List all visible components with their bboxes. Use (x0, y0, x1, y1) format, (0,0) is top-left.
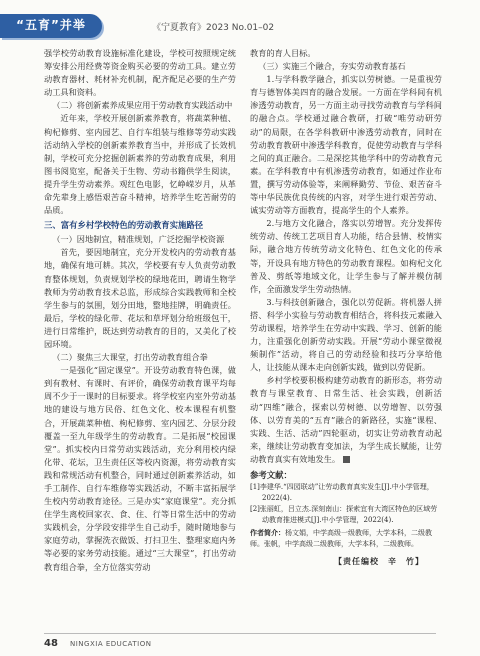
subheading: （二）将创新素养成果应用于劳动教育实践活动中 (52, 100, 233, 111)
subheading: （三）实施三个融合，夯实劳动教育基石 (258, 61, 406, 72)
end-mark-icon (343, 456, 350, 463)
left-column (44, 47, 236, 574)
author-label: 作者简介： (250, 529, 285, 537)
author-text: 杨文娟，中学高级一级教师，大学本科，二级教师。张帆，中学高级二级教师，大学本科，二级教师。 (250, 529, 432, 548)
reference-item: [1]李建华.“四园联动”让劳动教育真实发生[J].中小学管理，2022(4). (250, 483, 434, 502)
paragraph: 首先，要因地制宜，充分开发校内的劳动教育基地，确保有地可耕。其次，学校要有专人负责劳动教育整体规划，负责规划学校的绿地花田，聘请生物学教师为劳动教育技术总监，形成综合实践教师和全校学生参与的氛围，划分田地，整地挂牌，明确责任。最后，学校的绿化带、花坛和草坪划分给班级包干，进行日常维护，既达到劳动教育的目的，又美化了校园环境。 (44, 247, 236, 349)
footer-rule (44, 633, 436, 634)
subheading: （二）聚焦三大课堂，打出劳动教育组合拳 (52, 352, 208, 363)
paragraph-text: 乡村学校要积极构建劳动教育的新形态，将劳动教育与课堂教育、日常生活、社会实践，创新活动“四维”融合，探索以劳树德、以劳增智、以劳强体、以劳育美的“五育”融合的新路径，实施“课程、实践、生活、活动”四轮驱动，切实让劳动教育动起来，继续让劳动教育变加法，为学生成长赋能，让劳动教育真实有效地发生。 (250, 375, 442, 464)
journal-name-footer: NINGXIA EDUCATION (70, 640, 152, 648)
reference-item: [2]张丽虹，吕立杰.深刻南山：探索宜有大湾区特色的区域劳动教育推进模式[J].中小学管理，2022(4). (250, 505, 438, 524)
paragraph: 强学校劳动教育设施标准化建设，学校可按照规定统筹安排公用经费等资金购买必要的劳动工具。建立劳动教育器材、耗材补充机制，配齐配足必要的生产劳动工具和资料。 (44, 48, 236, 98)
references-heading: 参考文献： (250, 470, 292, 480)
paragraph: 1.与学科教学融合，抓实以劳树德。一是重视劳育与德智体美四育的融合发展。一方面在学科间有机渗透劳动教育，另一方面主动寻找劳动教育与学科间的融合点。学校通过融合教研，打破“唯劳动研劳动”的局限，在各学科教研中渗透劳动教育，同时在劳动教育教研中渗透学科教育，促使劳动教育与学科之间的真正融合。二是深挖其他学科中的劳动教育元素。在学科教育中有机渗透劳动教育，如通过作业布置，撰写劳动体验等，来阐释勤劳、节俭、艰苦奋斗等中华民族优良传统的内容，对学生进行艰苦劳动、诚实劳动等方面教育，提高学生的个人素养。 (250, 74, 442, 216)
right-column (250, 47, 442, 567)
paragraph: 近年来，学校开展创新素养教育，将蔬菜种植、枸杞修剪、室内园艺、自行车组装与维修等劳动实践活动纳入学校的创新素养教育当中，并形成了长效机制，学校可充分挖掘创新素养的劳动教育成果，利用图书阅览室，配备关于生物、劳动书籍供学生阅读，提升学生劳动素养。观红色电影，忆峥嵘岁月，从革命先辈身上感悟艰苦奋斗精神，培养学生吃苦耐劳的品质。 (44, 113, 236, 216)
page-number: 48 (44, 638, 58, 649)
paragraph: 3.与科技创新融合，强化以劳促新。将机器人拼搭、科学小实验与劳动教育相结合，将科技元素融入劳动课程，培养学生在劳动中实践、学习、创新的能力，注重强化创新劳动实践。开展“劳动小课堂微视频制作”活动，将自己的劳动经验和技巧分享给他人，让技能从课本走向创新实践，做到以劳促新。 (250, 296, 442, 373)
author-bio (250, 528, 442, 550)
paragraph-final (250, 374, 442, 466)
editor-credit: 【责任编校 辛 竹】 (334, 556, 424, 566)
paragraph: 2.与地方文化融合，落实以劳增智。充分发挥传统劳动、传统工艺项目育人功能，结合县情、校情实际，融合地方传统劳动文化特色、红色文化的传承等，开设具有地方特色的劳动教育课程。如枸杞文化普及、剪纸等地域文化，让学生参与了解并模仿制作，全面激发学生劳动热情。 (250, 218, 442, 294)
journal-issue: 《宁夏教育》2023 No.01–02 (152, 23, 275, 33)
section-heading: 三、富有乡村学校特色的劳动教育实施路径 (44, 220, 204, 231)
page-header (0, 0, 480, 50)
subheading: （一）因地制宜，精准规划，广泛挖掘学校资源 (52, 234, 225, 245)
paragraph: 教育的育人目标。 (250, 48, 316, 58)
section-badge-label: “五育”并举 (16, 18, 86, 32)
paragraph: 一是强化“固定课堂”。开设劳动教育特色课，做到有教材、有课时、有评价，确保劳动教育课平均每周不少于一课时的目标要求。将学校室内室外劳动基地的建设与地方民俗、红色文化、校本课程有机整合，开展蔬菜种植、枸杞修剪、室内园艺、分层分段覆盖一至九年级学生的劳动教育。二是拓展“校园课堂”。抓实校内日常劳动实践活动，充分利用校内绿化带、花坛，卫生责任区等校内资源，将劳动教育实践和常规活动有机整合，同时通过创新素养活动，如手工制作、自行车维修等实践活动，不断丰富拓展学生校内劳动教育途径。三是办实“家庭课堂”。充分抓住学生离校回家衣、食、住、行等日常生活中的劳动实践机会，分学段安排学生自己动手，随时随地参与家庭劳动，掌握洗衣做饭、打扫卫生、整理家庭内务等必要的家务劳动技能。通过“三大课堂”，打出劳动教育组合拳，全方位落实劳动 (44, 365, 236, 572)
